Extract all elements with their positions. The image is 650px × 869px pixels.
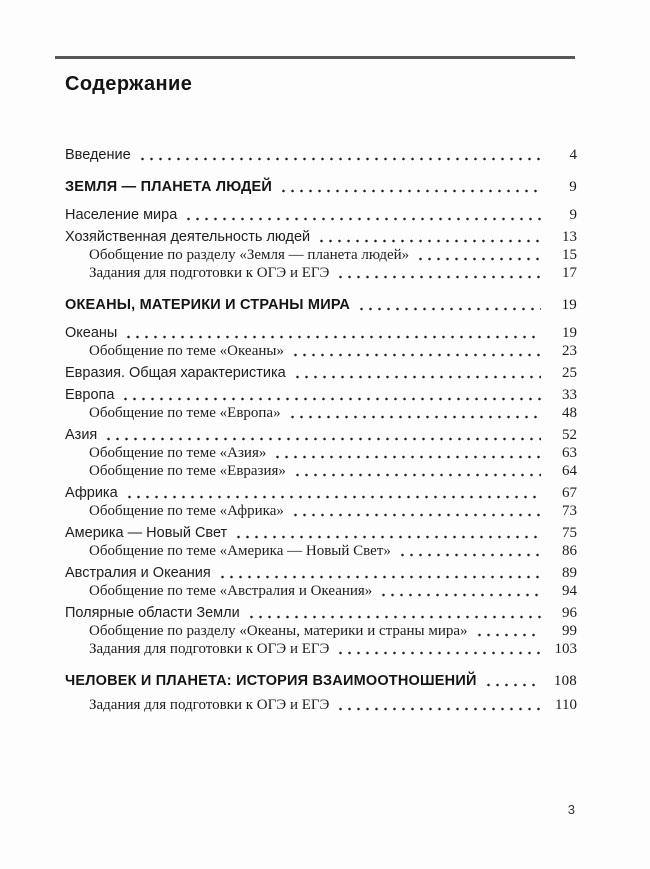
dot-leader xyxy=(291,353,541,357)
toc-entry xyxy=(65,565,577,581)
toc-entry-label: Обобщение по теме «Австралия и Океания» xyxy=(89,583,373,599)
toc-entry-page: 64 xyxy=(562,463,577,479)
toc-entry-label: Задания для подготовки к ОГЭ и ЕГЭ xyxy=(89,641,330,657)
toc-entry xyxy=(65,525,577,541)
toc-entry-page: 86 xyxy=(562,543,577,559)
toc-entry-page: 23 xyxy=(562,343,577,359)
toc-entry-page: 73 xyxy=(562,503,577,519)
toc-entry-label: Обобщение по теме «Евразия» xyxy=(89,463,286,479)
toc-entry-label: Обобщение по теме «Азия» xyxy=(89,445,267,461)
toc-entry-page: 99 xyxy=(562,623,577,639)
dot-leader xyxy=(357,307,541,311)
toc-entry-label: Америка — Новый Свет xyxy=(65,525,228,541)
dot-leader xyxy=(218,575,541,579)
toc-entry-page: 67 xyxy=(562,485,577,501)
toc-entry-page: 25 xyxy=(562,365,577,381)
dot-leader xyxy=(288,415,541,419)
toc-entry-label: Обобщение по разделу «Океаны, материки и страны мира» xyxy=(89,623,468,639)
toc-entry-page: 15 xyxy=(562,247,577,263)
dot-leader xyxy=(184,217,541,221)
toc-entry-label: Австралия и Океания xyxy=(65,565,211,581)
dot-leader xyxy=(247,615,541,619)
table-of-contents xyxy=(65,147,577,713)
toc-entry-label: Обобщение по теме «Америка — Новый Свет» xyxy=(89,543,391,559)
dot-leader xyxy=(125,495,541,499)
toc-entry-page: 96 xyxy=(562,605,577,621)
toc-entry-page: 63 xyxy=(562,445,577,461)
toc-entry xyxy=(65,697,577,713)
toc-entry-page: 89 xyxy=(562,565,577,581)
toc-entry-label: Задания для подготовки к ОГЭ и ЕГЭ xyxy=(89,265,330,281)
toc-entry-label: Азия xyxy=(65,427,98,443)
toc-entry xyxy=(65,641,577,657)
toc-entry-page: 52 xyxy=(562,427,577,443)
page-title: Содержание xyxy=(65,73,193,95)
page-number-folio: 3 xyxy=(567,802,575,817)
toc-entry-label: Евразия. Общая характеристика xyxy=(65,365,286,381)
dot-leader xyxy=(398,553,541,557)
toc-entry-label: ЧЕЛОВЕК И ПЛАНЕТА: ИСТОРИЯ ВЗАИМООТНОШЕНИЙ xyxy=(65,673,477,689)
dot-leader xyxy=(336,707,541,711)
toc-entry xyxy=(65,247,577,263)
dot-leader xyxy=(293,473,541,477)
toc-entry xyxy=(65,543,577,559)
toc-entry-label: Население мира xyxy=(65,207,178,223)
toc-entry-label: ЗЕМЛЯ — ПЛАНЕТА ЛЮДЕЙ xyxy=(65,179,273,195)
toc-entry-label: Введение xyxy=(65,147,131,163)
toc-entry xyxy=(65,297,577,313)
toc-entry-page: 108 xyxy=(553,673,577,689)
dot-leader xyxy=(104,437,541,441)
dot-leader xyxy=(379,593,541,597)
dot-leader xyxy=(317,239,541,243)
toc-entry xyxy=(65,365,577,381)
toc-entry xyxy=(65,343,577,359)
toc-entry xyxy=(65,623,577,639)
toc-entry-label: Обобщение по разделу «Земля — планета людей» xyxy=(89,247,410,263)
toc-entry-label: Хозяйственная деятельность людей xyxy=(65,229,311,245)
toc-entry-page: 75 xyxy=(562,525,577,541)
dot-leader xyxy=(336,275,541,279)
toc-entry xyxy=(65,503,577,519)
toc-entry-label: Океаны xyxy=(65,325,118,341)
dot-leader xyxy=(234,535,541,539)
toc-entry-label: Задания для подготовки к ОГЭ и ЕГЭ xyxy=(89,697,330,713)
toc-entry xyxy=(65,147,577,163)
toc-entry xyxy=(65,673,577,689)
toc-entry xyxy=(65,387,577,403)
toc-entry xyxy=(65,605,577,621)
toc-entry-label: Африка xyxy=(65,485,118,501)
toc-entry-page: 19 xyxy=(561,297,577,313)
toc-entry-label: Полярные области Земли xyxy=(65,605,240,621)
dot-leader xyxy=(416,257,541,261)
toc-entry xyxy=(65,207,577,223)
dot-leader xyxy=(273,455,541,459)
toc-entry-page: 110 xyxy=(555,697,577,713)
toc-entry xyxy=(65,265,577,281)
toc-entry-page: 94 xyxy=(562,583,577,599)
dot-leader xyxy=(475,633,541,637)
top-rule-divider xyxy=(55,56,575,59)
toc-entry xyxy=(65,179,577,195)
dot-leader xyxy=(484,683,541,687)
toc-entry xyxy=(65,405,577,421)
toc-entry-page: 48 xyxy=(562,405,577,421)
toc-entry xyxy=(65,463,577,479)
toc-entry-label: ОКЕАНЫ, МАТЕРИКИ И СТРАНЫ МИРА xyxy=(65,297,351,313)
dot-leader xyxy=(121,397,541,401)
toc-entry-page: 4 xyxy=(569,147,577,163)
toc-entry xyxy=(65,325,577,341)
toc-entry-page: 19 xyxy=(562,325,577,341)
dot-leader xyxy=(124,335,541,339)
toc-entry xyxy=(65,427,577,443)
toc-entry-label: Обобщение по теме «Европа» xyxy=(89,405,281,421)
dot-leader xyxy=(291,513,541,517)
toc-entry-page: 9 xyxy=(569,179,577,195)
toc-entry-page: 17 xyxy=(562,265,577,281)
toc-entry xyxy=(65,445,577,461)
toc-entry-label: Обобщение по теме «Африка» xyxy=(89,503,284,519)
toc-entry-page: 9 xyxy=(569,207,577,223)
dot-leader xyxy=(336,651,541,655)
toc-entry-page: 33 xyxy=(562,387,577,403)
toc-entry xyxy=(65,229,577,245)
dot-leader xyxy=(293,375,541,379)
toc-entry-page: 13 xyxy=(562,229,577,245)
toc-entry xyxy=(65,485,577,501)
toc-entry-label: Европа xyxy=(65,387,115,403)
toc-entry-label: Обобщение по теме «Океаны» xyxy=(89,343,285,359)
dot-leader xyxy=(279,189,541,193)
toc-entry xyxy=(65,583,577,599)
dot-leader xyxy=(138,157,541,161)
toc-entry-page: 103 xyxy=(554,641,577,657)
